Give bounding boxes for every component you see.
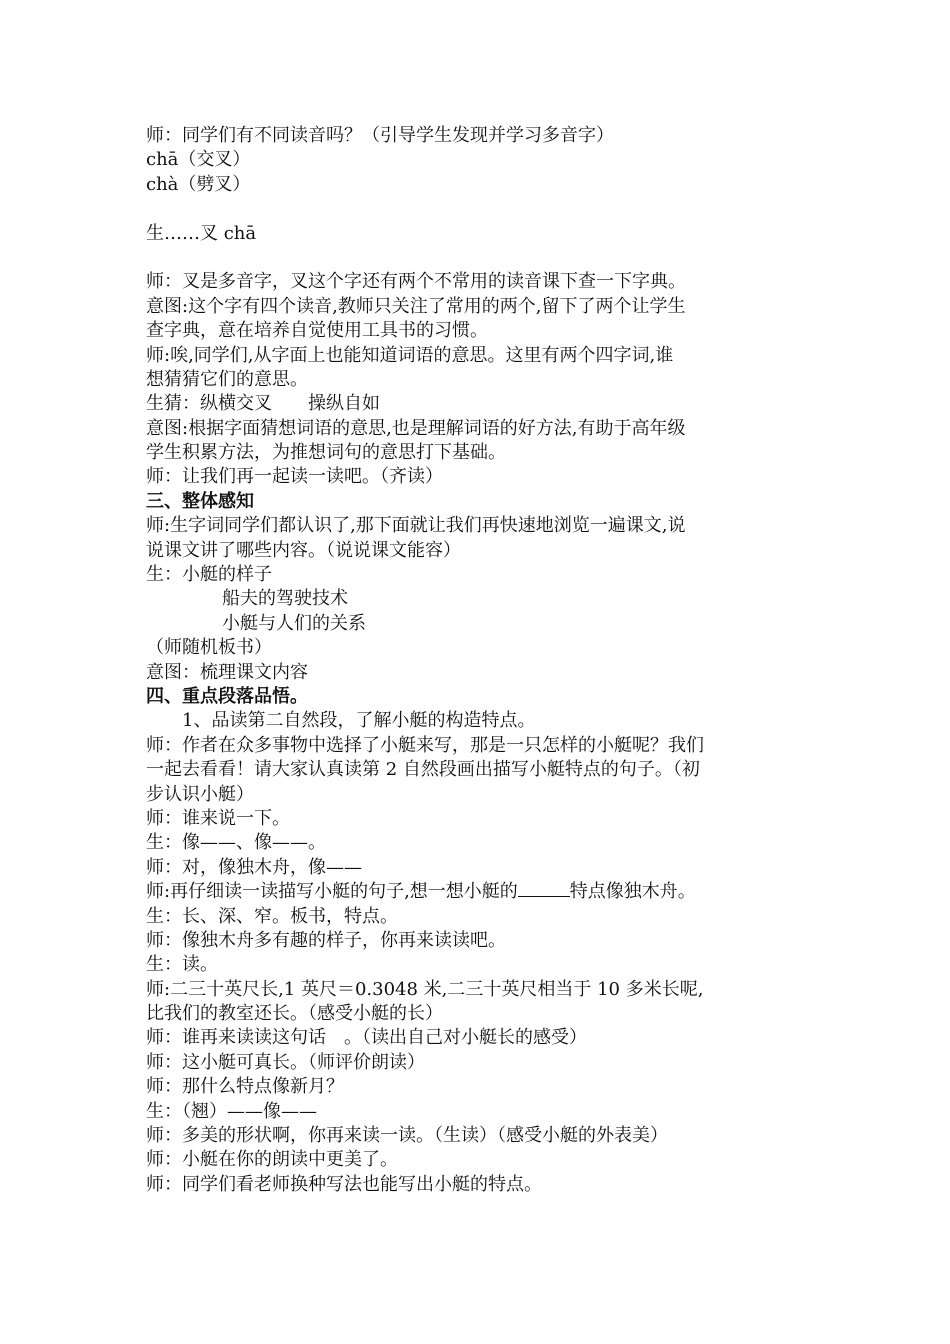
text-line: 师：同学们看老师换种写法也能写出小艇的特点。: [146, 1173, 542, 1195]
text-line: 学生积累方法，为推想词句的意思打下基础。: [146, 442, 506, 464]
text-line: 意图:这个字有四个读音,教师只关注了常用的两个,留下了两个让学生: [146, 295, 686, 317]
text-line: 师：作者在众多事物中选择了小艇来写，那是一只怎样的小艇呢？我们: [146, 734, 704, 756]
text-line: 师：小艇在你的朗读中更美了。: [146, 1149, 398, 1171]
blank-line: [146, 197, 810, 221]
text-line: 生：像——、像——。: [146, 832, 326, 854]
text-line: chà（劈叉）: [146, 173, 251, 195]
text-line: 师:生字词同学们都认识了,那下面就让我们再快速地浏览一遍课文,说: [146, 515, 686, 537]
text-line: （师随机板书）: [146, 637, 272, 659]
fill-in-blank: [518, 880, 570, 897]
text-line: 一起去看看！请大家认真读第 2 自然段画出描写小艇特点的句子。（初: [146, 759, 700, 781]
document-page: [146, 124, 810, 1197]
text-line: 生猜：纵横交叉 操纵自如: [146, 393, 380, 415]
text-fragment: 特点像独木舟。: [569, 881, 696, 903]
text-line: 师：这小艇可真长。（师评价朗读）: [146, 1051, 425, 1073]
text-line: 意图:根据字面猜想词语的意思,也是理解词语的好方法,有助于高年级: [146, 417, 686, 439]
blank-line: [146, 246, 810, 270]
text-line: 步认识小艇）: [146, 783, 254, 805]
text-line: 生：读。: [146, 954, 218, 976]
text-line: [146, 880, 810, 904]
text-line: 师：多美的形状啊，你再来读一读。（生读）（感受小艇的外表美）: [146, 1125, 668, 1147]
text-line: 生：小艇的样子: [146, 564, 272, 586]
text-line: 师：同学们有不同读音吗？（引导学生发现并学习多音字）: [146, 125, 614, 146]
text-line: 生……叉 chā: [146, 222, 257, 244]
text-line: 师：叉是多音字，叉这个字还有两个不常用的读音课下查一下字典。: [146, 271, 686, 293]
text-line: 比我们的教室还长。（感受小艇的长）: [146, 1003, 443, 1025]
text-line: 小艇与人们的关系: [222, 612, 366, 634]
section-heading: 四、重点段落品悟。: [146, 685, 308, 707]
text-line: 师：对，像独木舟，像——: [146, 856, 362, 878]
text-line: 师:唉,同学们,从字面上也能知道词语的意思。这里有两个四字词,谁: [146, 344, 674, 366]
text-line: 查字典，意在培养自觉使用工具书的习惯。: [146, 320, 488, 342]
text-line: 1、品读第二自然段，了解小艇的构造特点。: [182, 710, 536, 732]
text-line: chā（交叉）: [146, 149, 251, 171]
text-line: 生：长、深、窄。板书，特点。: [146, 905, 398, 927]
text-line: 生：（翘）——像——: [146, 1100, 317, 1122]
text-line: 说课文讲了哪些内容。（说说课文能容）: [146, 539, 461, 561]
text-line: 师:二三十英尺长,1 英尺＝0.3048 米,二三十英尺相当于 10 多米长呢,: [146, 978, 704, 1000]
text-fragment: 师:再仔细读一读描写小艇的句子,想一想小艇的: [146, 881, 518, 903]
text-line: 师：谁来说一下。: [146, 807, 290, 829]
text-line: 师：像独木舟多有趣的样子，你再来读读吧。: [146, 929, 506, 951]
text-line: 师：让我们再一起读一读吧。（齐读）: [146, 466, 443, 488]
text-line: 船夫的驾驶技术: [222, 588, 348, 610]
section-heading: 三、整体感知: [146, 490, 254, 512]
text-line: 意图：梳理课文内容: [146, 661, 308, 683]
text-line: 想猜猜它们的意思。: [146, 368, 308, 390]
text-line: 师：谁再来读读这句话 。（读出自己对小艇长的感受）: [146, 1027, 587, 1049]
text-line: 师：那什么特点像新月？: [146, 1076, 344, 1098]
